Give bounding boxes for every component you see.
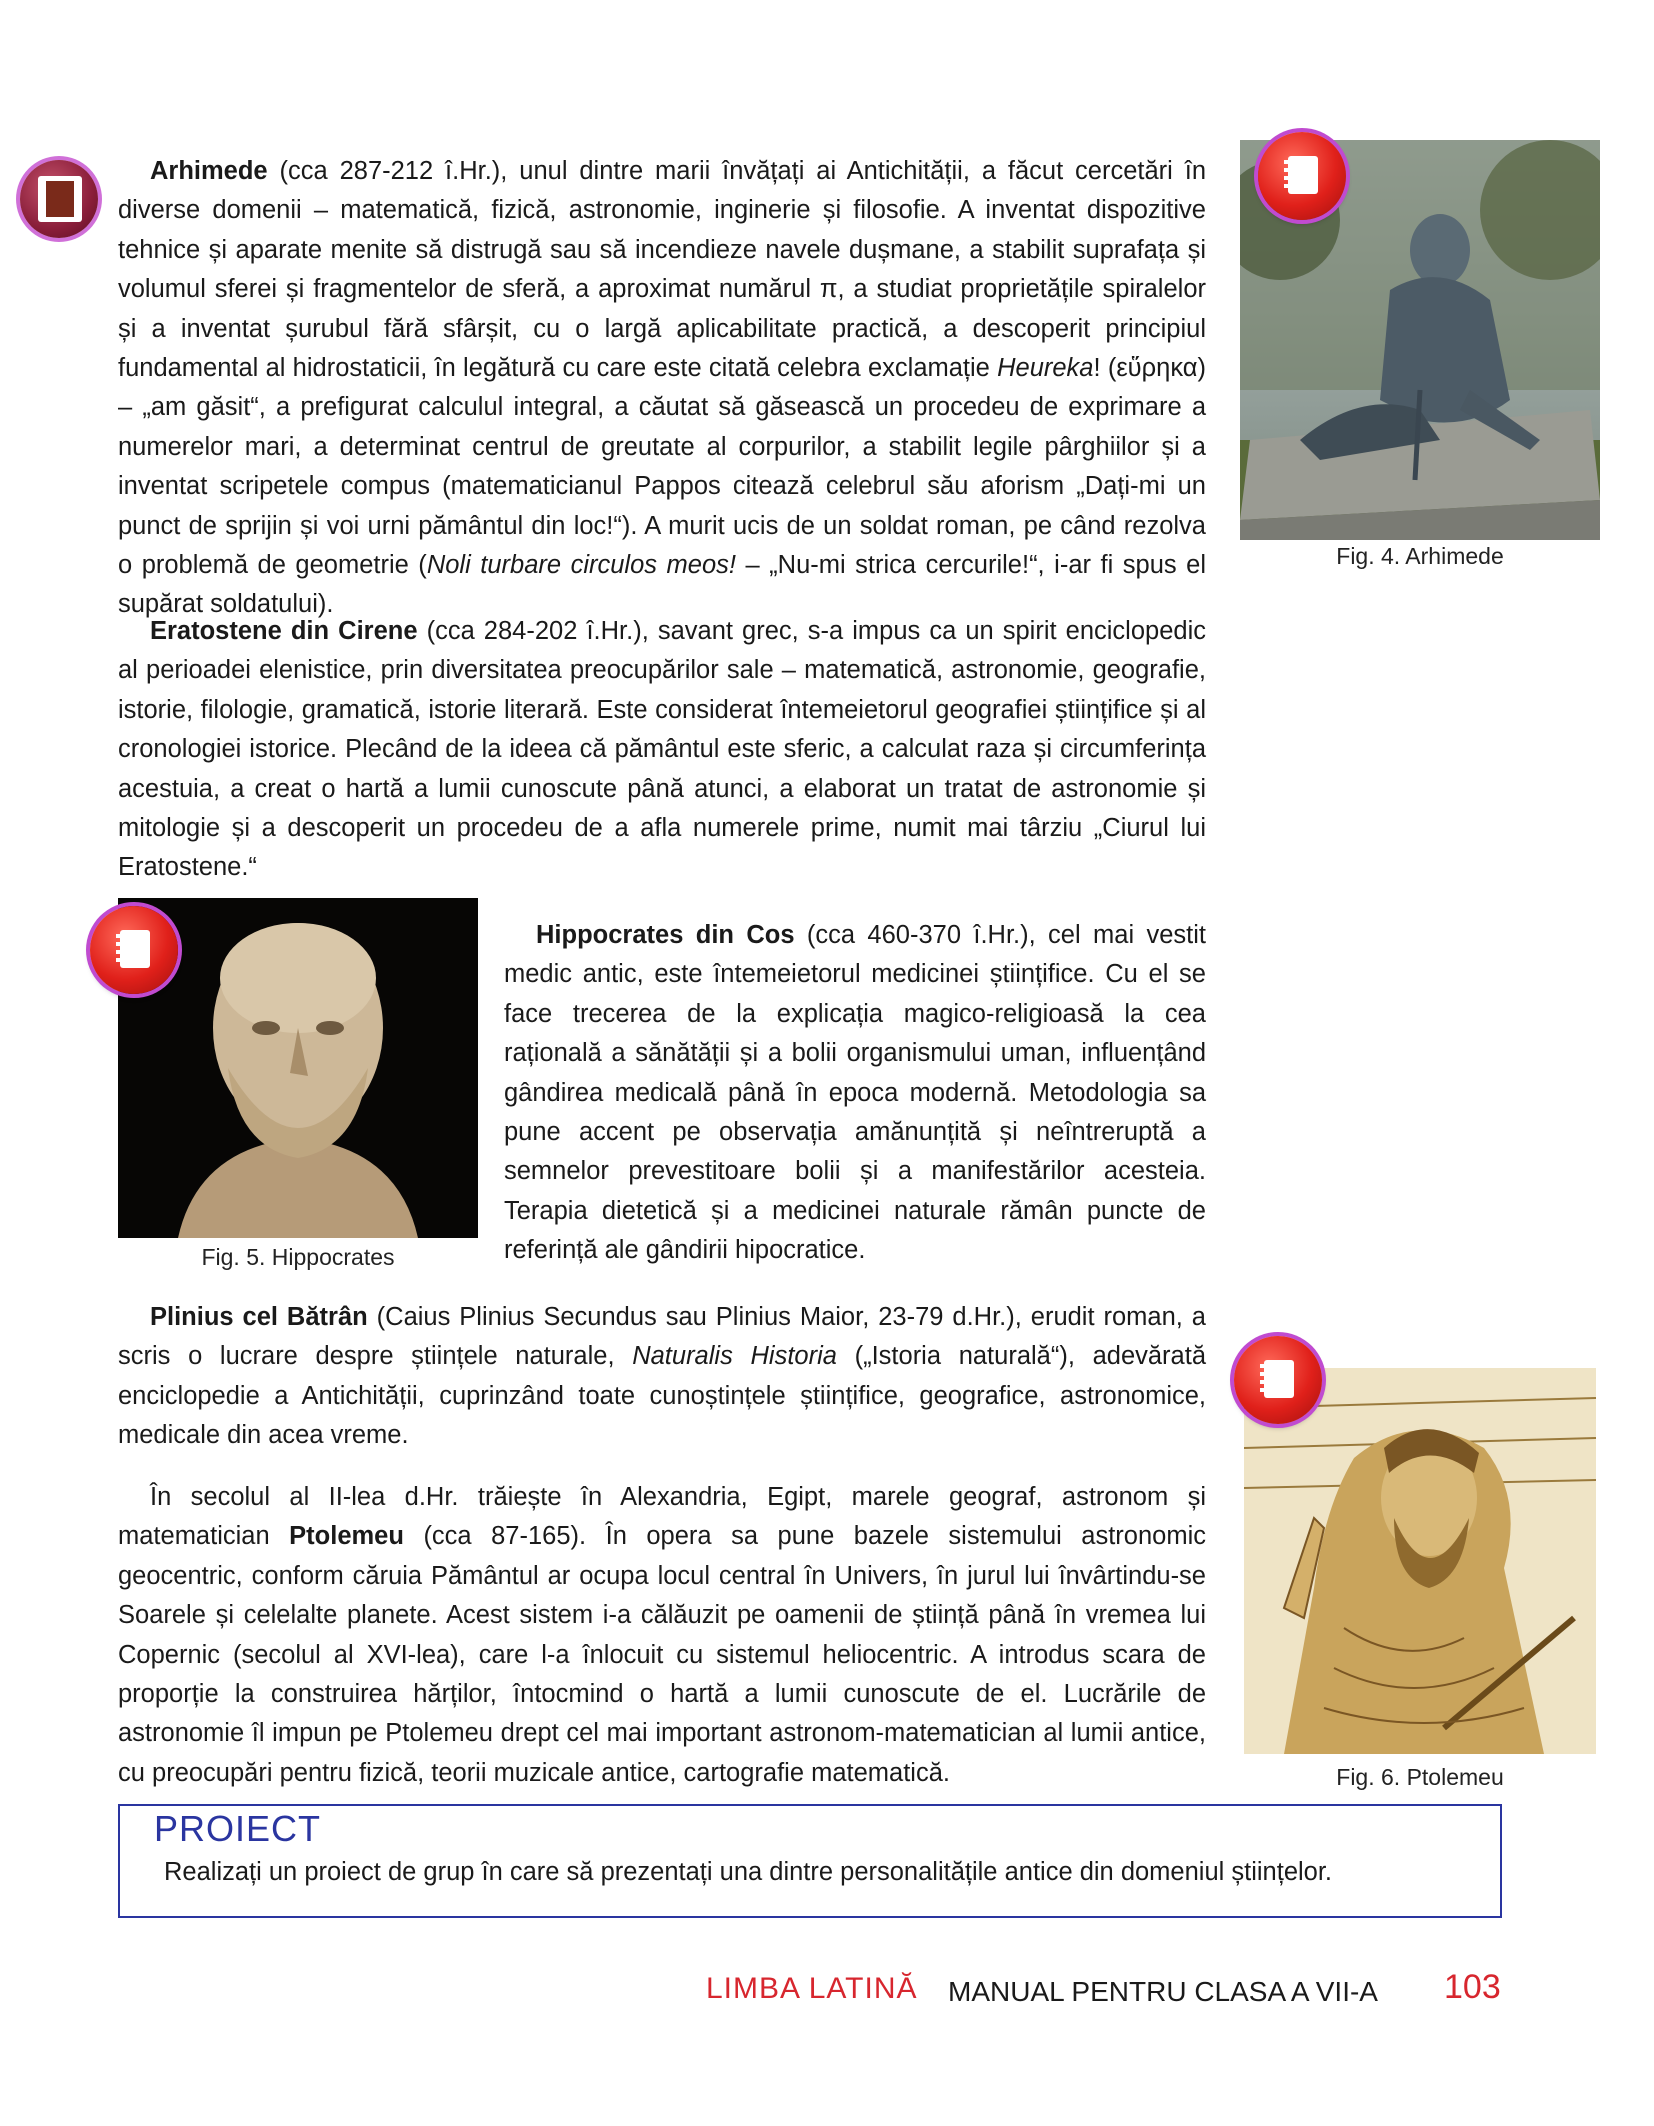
- eratostene-paragraph: Eratostene din Cirene (cca 284-202 î.Hr.), savant grec, s-a impus ca un spirit enciclopedic al perioadei elenistice, prin diversitatea preocupărilor sale – matematică, astronomie, geografie, istorie, filologie, gramatică, istorie literară. Este considerat întemeietorul geografiei științifice și al cronologiei istorice. Plecând de la ideea că pământul este sferic, a calculat raza și circumferința acestuia, a creat o hartă a lumii cunoscute până atunci, a elaborat un tratat de astronomie și mitologie și a descoperit un procedeu de a afla numerele prime, numit mai târziu „Ciurul lui Eratostene.“: [118, 617, 1206, 882]
- project-text: Realizați un proiect de grup în care să prezentați una dintre personalitățile antice din domeniul științelor.: [164, 1858, 1333, 1886]
- plinius-paragraph: Plinius cel Bătrân (Caius Plinius Secundus sau Plinius Maior, 23-79 d.Hr.), erudit roman, a scris o lucrare despre științele naturale, Naturalis Historia („Istoria naturală“), adevărată enciclopedie a Antichității, cuprinzând toate cunoștințele științifice, geografice, astronomice, medicale din acea vreme.: [118, 1303, 1206, 1450]
- video-icon[interactable]: [20, 160, 98, 238]
- page-number: 103: [1444, 1968, 1501, 2006]
- footer-book-title: LIMBA LATINĂ: [706, 1972, 918, 2005]
- fig6-caption: Fig. 6. Ptolemeu: [1336, 1764, 1504, 1790]
- plinius-name: Plinius cel Bătrân: [150, 1303, 368, 1331]
- document-badge-icon[interactable]: [90, 906, 178, 994]
- ptolemeu-paragraph: În secolul al II-lea d.Hr. trăiește în Alexandria, Egipt, marele geograf, astronom și matematician Ptolemeu (cca 87-165). În opera sa pune bazele sistemului astronomic geocentric, conform căruia Pământul ar ocupa locul central în Univers, în jurul lui învârtindu-se Soarele și celelalte planete. Acest sistem i-a călăuzit pe oamenii de știință până în vremea lui Copernic (secolul al XVI-lea), care l-a înlocuit cu sistemul heliocentric. A introdus scara de proporție la construirea hărților, întocmind o hartă a lumii cunoscute de el. Lucrările de astronomie îl impun pe Ptolemeu drept cel mai important astronom-matematician al lumii antice, cu preocupări pentru fizică, teorii muzicale antice, cartografie matematică.: [118, 1483, 1207, 1787]
- arhimede-name: Arhimede: [150, 157, 268, 185]
- ptolemeu-name: Ptolemeu: [289, 1522, 404, 1551]
- footer-subtitle: MANUAL PENTRU CLASA A VII-A: [948, 1976, 1378, 2007]
- hippocrates-paragraph: Hippocrates din Cos (cca 460-370 î.Hr.), cel mai vestit medic antic, este întemeietorul medicinei științifice. Cu el se face trecerea de la explicația magico-religioasă la cea rațională a sănătății și a bolii organismului uman, influențând gândirea medicală până în epoca modernă. Metodologia sa pune accent pe observația amănunțită și neîntreruptă a semnelor prevestitoare bolii și a manifestărilor acesteia. Terapia dietetică și a medicinei naturale rămân puncte de referință ale gândirii hipocratice.: [504, 921, 1206, 1265]
- ptolemeu-engraving-image: [1244, 1368, 1596, 1754]
- eratostene-name: Eratostene din Cirene: [150, 617, 418, 645]
- fig5-caption: Fig. 5. Hippocrates: [201, 1244, 395, 1270]
- document-badge-icon[interactable]: [1258, 132, 1346, 220]
- fig4-caption: Fig. 4. Arhimede: [1336, 543, 1504, 569]
- document-badge-icon[interactable]: [1234, 1336, 1322, 1424]
- project-title: PROIECT: [154, 1808, 322, 1849]
- hippocrates-name: Hippocrates din Cos: [536, 921, 795, 949]
- arhimede-paragraph: Arhimede (cca 287-212 î.Hr.), unul dintre marii învățați ai Antichității, a făcut cercetări în diverse domenii – matematică, fizică, astronomie, inginerie și filosofie. A inventat dispozitive tehnice și aparate menite să distrugă sau să incendieze navele dușmane, a stabilit suprafața și volumul sferei și fragmentelor de sferă, a aproximat numărul π, a studiat proprietățile spiralelor și a inventat șurubul fără sfârșit, cu o largă aplicabilitate practică, a descoperit principiul fundamental al hidrostaticii, în legătură cu care este citată celebra exclamație Heureka! (εὕρηκα) – „am găsit“, a prefigurat calculul integral, a căutat să găsească un procedeu de exprimare a numerelor mari, a determinat centrul de greutate al corpurilor, a stabilit legile pârghiilor și a inventat scripetele compus (matematicianul Pappos citează celebrul său aforism „Dați-mi un punct de sprijin și voi urni pământul din loc!“). A murit ucis de un soldat roman, pe când rezolva o problemă de geometrie (Noli turbare circulos meos! – „Nu-mi strica cercurile!“, i-ar fi spus el supărat soldatului).: [118, 157, 1207, 619]
